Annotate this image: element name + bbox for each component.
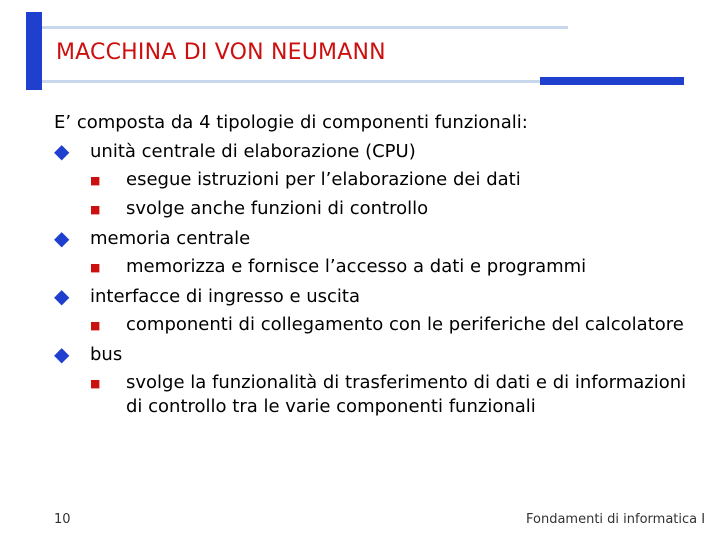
- slide-title: MACCHINA DI VON NEUMANN: [56, 40, 386, 65]
- square-bullet-icon: ■: [90, 261, 101, 274]
- footer-course-title: Fondamenti di informatica I: [526, 512, 706, 527]
- sub-list-item: ■ svolge anche funzioni di controllo: [54, 195, 694, 224]
- top-rule: [42, 26, 568, 29]
- square-bullet-icon: ■: [90, 377, 101, 390]
- diamond-bullet-icon: ◆: [54, 139, 70, 163]
- list-item: ◆ bus: [54, 340, 694, 369]
- diamond-bullet-icon: ◆: [54, 284, 70, 308]
- square-bullet-icon: ■: [90, 174, 101, 187]
- square-bullet-icon: ■: [90, 319, 101, 332]
- sub-list-item: ■ componenti di collegamento con le periferiche del calcolatore: [54, 311, 694, 340]
- bottom-rule: [42, 80, 540, 83]
- list-item: ◆ unità centrale di elaborazione (CPU): [54, 137, 694, 166]
- diamond-bullet-icon: ◆: [54, 342, 70, 366]
- sub-list-item: ■ esegue istruzioni per l’elaborazione dei dati: [54, 166, 694, 195]
- diamond-bullet-icon: ◆: [54, 226, 70, 250]
- sub-list-item: ■ memorizza e fornisce l’accesso a dati e programmi: [54, 253, 694, 282]
- intro-line: E’ composta da 4 tipologie di componenti funzionali:: [54, 112, 528, 133]
- sub-list-item: ■ svolge la funzionalità di trasferimento di dati e di informazioni di controllo tra le varie componenti funzionali: [54, 369, 694, 419]
- slide-body: [54, 108, 694, 419]
- list-item: ◆ interfacce di ingresso e uscita: [54, 282, 694, 311]
- square-bullet-icon: ■: [90, 203, 101, 216]
- page-number: 10: [54, 512, 71, 527]
- accent-vertical-bar: [26, 12, 42, 90]
- accent-horizontal-bar: [540, 77, 684, 85]
- list-item: ◆ memoria centrale: [54, 224, 694, 253]
